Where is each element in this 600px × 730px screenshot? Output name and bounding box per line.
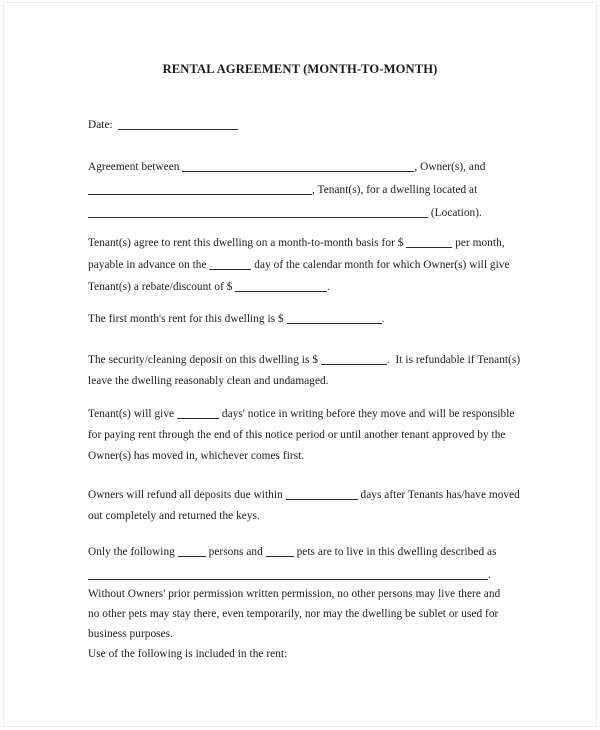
text-run: Tenant(s) agree to rent this dwelling on a month-to-month basis for $ [88,237,407,249]
paragraph-move-out-notice [88,404,530,467]
text-line [88,276,530,298]
blank-fill-line [235,280,327,292]
text-run: Owners will refund all deposits due within [88,489,286,501]
text-run: Agreement between [88,161,183,173]
text-run: per month, [452,237,505,249]
paragraph-monthly-rent [88,232,530,298]
text-run: . It is refundable if Tenant(s) [386,354,521,366]
text-line [88,312,530,325]
text-line [88,156,530,179]
text-run: . [327,281,331,293]
text-line [88,179,530,202]
text-run: day of the calendar month for which Owner(s) will give [251,259,510,271]
blank-fill-line [287,312,382,324]
text-line [88,254,530,276]
text-run: business purposes. [88,628,173,640]
text-run: for paying rent through the end of this notice period or until another tenant approved by the [88,429,506,441]
text-line [88,232,530,254]
text-run: Owner(s) has moved in, whichever comes first. [88,450,305,462]
blank-fill-line [177,407,219,419]
blank-fill-line [118,118,238,130]
text-run: days after Tenants has/have moved [357,489,520,501]
text-run: leave the dwelling reasonably clean and undamaged. [88,375,329,387]
text-line [88,404,530,425]
blank-fill-line [178,545,206,557]
text-run: payable in advance on the [88,259,210,271]
text-run: persons and [205,546,266,558]
paragraph-deposit-refund [88,485,530,527]
text-run: . [488,569,491,581]
paragraph-parties [88,156,530,225]
text-run: The security/cleaning deposit on this dwelling is $ [88,354,321,366]
text-line [88,506,530,527]
text-line [88,202,530,225]
blank-fill-line [88,206,428,218]
text-line [88,541,530,564]
text-run: Tenant(s) a rebate/discount of $ [88,281,236,293]
blank-fill-line [182,160,414,172]
blank-fill-line [286,488,358,500]
text-line [88,644,530,664]
paragraph-first-month-rent [88,312,530,325]
text-run: . [381,313,385,325]
text-line [88,425,530,446]
text-run: Tenant(s) will give [88,408,177,420]
text-run: Only the following [88,546,178,558]
text-line [88,584,530,604]
blank-fill-line [88,568,488,580]
paragraph-permissions [88,584,530,664]
paragraph-occupants [88,541,530,587]
blank-fill-line [406,236,452,248]
blank-fill-line [266,545,294,557]
text-run: Date: [88,119,119,131]
text-run: The first month's rent for this dwelling is $ [88,313,287,325]
text-run: out completely and returned the keys. [88,510,260,522]
text-run: Use of the following is included in the rent: [88,648,288,660]
paragraph-date [88,118,530,131]
text-line [88,371,530,392]
text-run: (Location). [428,207,482,219]
text-run: , Owner(s), and [414,161,486,173]
text-run: no other pets may stay there, even temporarily, nor may the dwelling be sublet or used for [88,608,499,620]
text-line [88,624,530,644]
paragraph-security-deposit [88,350,530,392]
blank-fill-line [209,258,251,270]
text-run: , Tenant(s), for a dwelling located at [312,184,478,196]
text-line [88,485,530,506]
text-line [88,350,530,371]
text-line [88,446,530,467]
text-line [88,118,530,131]
blank-fill-line [88,183,312,195]
blank-fill-line [321,353,387,365]
text-run: days' notice in writing before they move and will be responsible [219,408,515,420]
document-title: RENTAL AGREEMENT (MONTH-TO-MONTH) [162,62,438,76]
text-run: Without Owners' prior permission written permission, no other persons may live there and [88,588,501,600]
text-run: pets are to live in this dwelling described as [293,546,497,558]
text-line [88,604,530,624]
